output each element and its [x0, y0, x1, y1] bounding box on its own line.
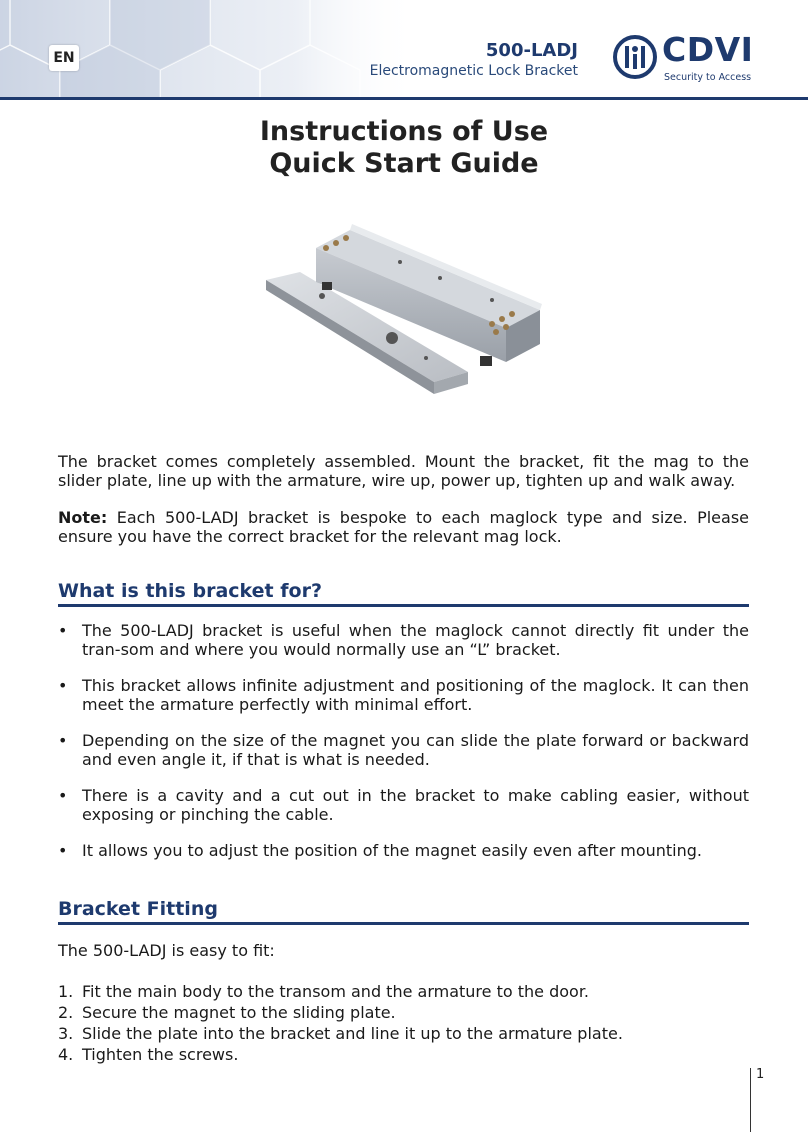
- list-item: • There is a cavity and a cut out in the bracket to make cabling easier, without exposing or pinching the cable.: [58, 786, 749, 824]
- list-item: • The 500-LADJ bracket is useful when the maglock cannot directly fit under the tran-som and where you would normally use an “L” bracket.: [58, 621, 749, 659]
- list-item: [58, 1002, 749, 1023]
- title-line-2: Quick Start Guide: [269, 148, 539, 179]
- intro-paragraph: The bracket comes completely assembled. Mount the bracket, fit the mag to the slider plate, line up with the armature, wire up, power up, tighten up and walk away.: [58, 452, 749, 490]
- bullet-text: The 500-LADJ bracket is useful when the maglock cannot directly fit under the tran-som and where you would normally use an “L” bracket.: [82, 621, 749, 659]
- step-number: 2.: [58, 1003, 74, 1022]
- step-number: 1.: [58, 982, 74, 1001]
- note-paragraph: [58, 508, 749, 546]
- list-item: [58, 981, 749, 1002]
- note-text: Each 500-LADJ bracket is bespoke to each maglock type and size. Please ensure you have the correct bracket for the relevant mag lock.: [58, 508, 749, 546]
- step-text: Tighten the screws.: [82, 1045, 239, 1064]
- step-number: 4.: [58, 1045, 74, 1064]
- list-item: [58, 1044, 749, 1065]
- list-item: • This bracket allows infinite adjustment and positioning of the maglock. It can then meet the armature perfectly with minimal effort.: [58, 676, 749, 714]
- list-item: • It allows you to adjust the position of the magnet easily even after mounting.: [58, 841, 702, 860]
- cdvi-logo-icon: [612, 34, 658, 80]
- brand-name: CDVI: [662, 30, 754, 69]
- page-header: [0, 0, 808, 100]
- page-number-divider: [750, 1068, 751, 1132]
- product-code: 500-LADJ: [485, 40, 578, 61]
- bullet-text: Depending on the size of the magnet you can slide the plate forward or backward and even angle it, if that is what is needed.: [82, 731, 749, 769]
- purpose-bullet-list: [58, 621, 749, 877]
- note-label: Note:: [58, 508, 108, 527]
- brand-tagline: Security to Access: [664, 72, 752, 83]
- section-heading-fitting: Bracket Fitting: [58, 897, 749, 925]
- list-item: • Depending on the size of the magnet you can slide the plate forward or backward and even angle it, if that is what is needed.: [58, 731, 749, 769]
- bullet-text: It allows you to adjust the position of the magnet easily even after mounting.: [82, 841, 702, 860]
- section-heading-purpose: What is this bracket for?: [58, 579, 749, 607]
- step-text: Slide the plate into the bracket and line it up to the armature plate.: [82, 1024, 623, 1043]
- fitting-steps-list: [58, 981, 749, 1065]
- title-line-1: Instructions of Use: [259, 116, 549, 147]
- page-number: 1: [756, 1067, 765, 1082]
- step-number: 3.: [58, 1024, 74, 1043]
- header-divider: [0, 97, 808, 100]
- bullet-text: There is a cavity and a cut out in the bracket to make cabling easier, without exposing or pinching the cable.: [82, 786, 749, 824]
- bullet-text: This bracket allows infinite adjustment and positioning of the maglock. It can then meet the armature perfectly with minimal effort.: [82, 676, 749, 714]
- product-description: Electromagnetic Lock Bracket: [369, 63, 578, 79]
- language-badge: EN: [49, 45, 79, 71]
- page-title: [0, 116, 808, 180]
- step-text: Fit the main body to the transom and the armature to the door.: [82, 982, 590, 1001]
- bracket-product-image: [260, 222, 550, 422]
- list-item: [58, 1023, 749, 1044]
- fitting-intro: The 500-LADJ is easy to fit:: [58, 941, 275, 960]
- step-text: Secure the magnet to the sliding plate.: [82, 1003, 396, 1022]
